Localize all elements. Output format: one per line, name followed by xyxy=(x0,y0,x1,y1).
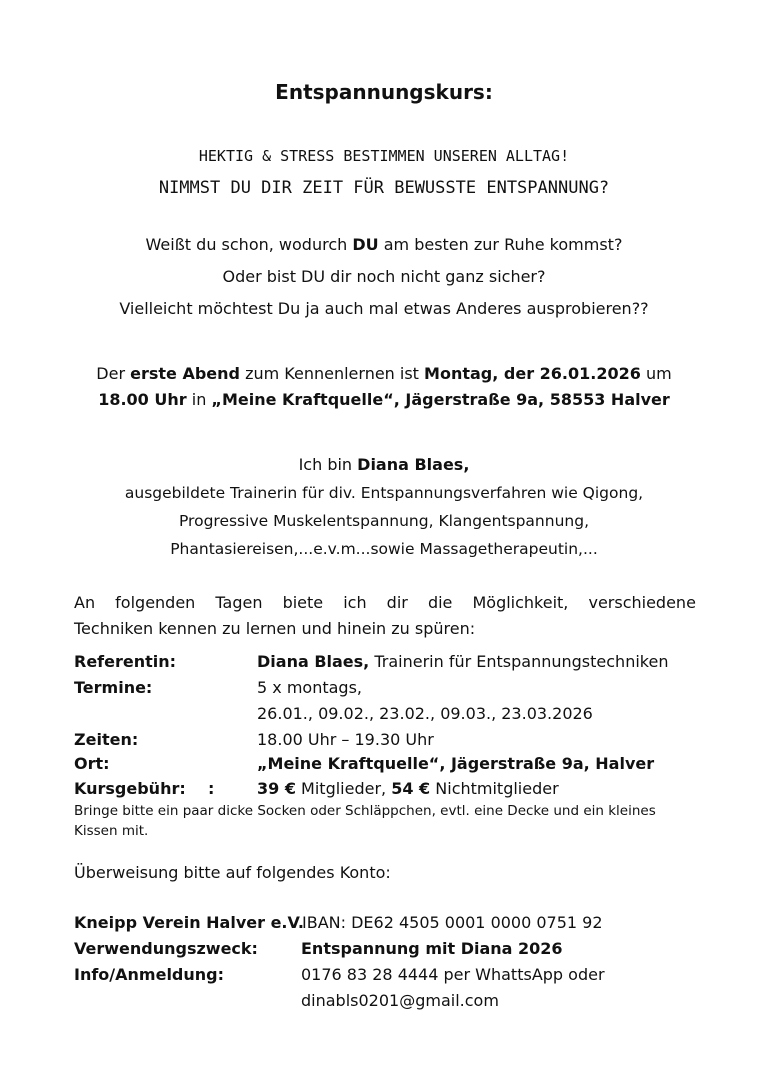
purpose-label: Verwendungszweck: xyxy=(74,939,258,958)
ort-value: „Meine Kraftquelle“, Jägerstraße 9a, Halver xyxy=(257,754,655,773)
event-text: in xyxy=(186,390,212,409)
referentin-label: Referentin: xyxy=(74,652,177,671)
intro-word: An xyxy=(74,593,96,612)
purpose-value: Entspannung mit Diana 2026 xyxy=(301,939,563,958)
info-email: dinabls0201@gmail.com xyxy=(301,991,499,1010)
intro-line-1 xyxy=(74,593,696,612)
info-label: Info/Anmeldung: xyxy=(74,965,225,984)
subtitle-question: NIMMST DU DIR ZEIT FÜR BEWUSSTE ENTSPANNUNG? xyxy=(158,178,610,198)
account-holder-label: Kneipp Verein Halver e.V. xyxy=(74,913,304,932)
zeiten-label: Zeiten: xyxy=(74,730,139,749)
member-label: Mitglieder, xyxy=(295,779,392,798)
member-price: 39 € xyxy=(257,779,296,798)
intro-word: dir xyxy=(386,593,408,612)
event-text: um xyxy=(640,364,672,383)
nonmember-label: Nichtmitglieder xyxy=(430,779,559,798)
event-location: „Meine Kraftquelle“, Jägerstraße 9a, 58553 Halver xyxy=(211,390,670,409)
question-1-text-end: am besten zur Ruhe kommst? xyxy=(378,235,623,254)
event-text: zum Kennenlernen ist xyxy=(240,364,425,383)
intro-word: Tagen xyxy=(215,593,263,612)
referentin-name: Diana Blaes, xyxy=(257,652,370,671)
kursgebuehr-label: Kursgebühr: xyxy=(74,779,186,798)
intro-word: Möglichkeit, xyxy=(472,593,569,612)
bring-note-line-2: Kissen mit. xyxy=(74,823,149,839)
subtitle-stress: HEKTIG & STRESS BESTIMMEN UNSEREN ALLTAG! xyxy=(198,147,570,165)
question-1-emphasis: DU xyxy=(352,235,379,254)
intro-line-2: Techniken kennen zu lernen und hinein zu spüren: xyxy=(74,619,476,638)
bio-line-2: Progressive Muskelentspannung, Klangentspannung, xyxy=(178,512,589,530)
intro-word: ich xyxy=(343,593,367,612)
intro-word: die xyxy=(427,593,453,612)
bio-line-1: ausgebildete Trainerin für div. Entspannungsverfahren wie Qigong, xyxy=(124,484,644,502)
page-title: Entspannungskurs: xyxy=(275,80,493,104)
bio-intro-text: Ich bin xyxy=(298,455,358,474)
intro-word: folgenden xyxy=(115,593,196,612)
zeiten-value: 18.00 Uhr – 19.30 Uhr xyxy=(257,730,434,749)
termine-value-1: 5 x montags, xyxy=(257,678,362,697)
event-date: Montag, der 26.01.2026 xyxy=(424,364,641,383)
question-3: Vielleicht möchtest Du ja auch mal etwas Anderes ausprobieren?? xyxy=(119,299,649,318)
intro-word: verschiedene xyxy=(588,593,696,612)
question-1 xyxy=(0,235,768,254)
question-2: Oder bist DU dir noch nicht ganz sicher? xyxy=(222,267,546,286)
kursgebuehr-colon: : xyxy=(208,779,215,798)
termine-label: Termine: xyxy=(74,678,153,697)
referentin-value xyxy=(257,652,668,671)
trainer-name: Diana Blaes, xyxy=(357,455,470,474)
transfer-instruction: Überweisung bitte auf folgendes Konto: xyxy=(74,863,391,882)
bring-note-line-1: Bringe bitte ein paar dicke Socken oder Schläppchen, evtl. eine Decke und ein kleines xyxy=(74,803,656,819)
bio-line-3: Phantasiereisen,...e.v.m...sowie Massagetherapeutin,... xyxy=(170,540,598,558)
ort-label: Ort: xyxy=(74,754,110,773)
termine-value-2: 26.01., 09.02., 23.02., 09.03., 23.03.2026 xyxy=(257,704,593,723)
kursgebuehr-value xyxy=(257,779,559,798)
event-text: Der xyxy=(96,364,131,383)
question-1-text: Weißt du schon, wodurch xyxy=(145,235,353,254)
info-phone: 0176 83 28 4444 per WhattsApp oder xyxy=(301,965,605,984)
event-time: 18.00 Uhr xyxy=(98,390,187,409)
nonmember-price: 54 € xyxy=(391,779,431,798)
intro-word: biete xyxy=(282,593,324,612)
referentin-role: Trainerin für Entspannungstechniken xyxy=(369,652,669,671)
iban-value: IBAN: DE62 4505 0001 0000 0751 92 xyxy=(302,913,603,932)
event-line-1 xyxy=(0,364,768,383)
bio-intro xyxy=(0,455,768,474)
event-line-2 xyxy=(0,390,768,409)
event-first-evening: erste Abend xyxy=(130,364,240,383)
